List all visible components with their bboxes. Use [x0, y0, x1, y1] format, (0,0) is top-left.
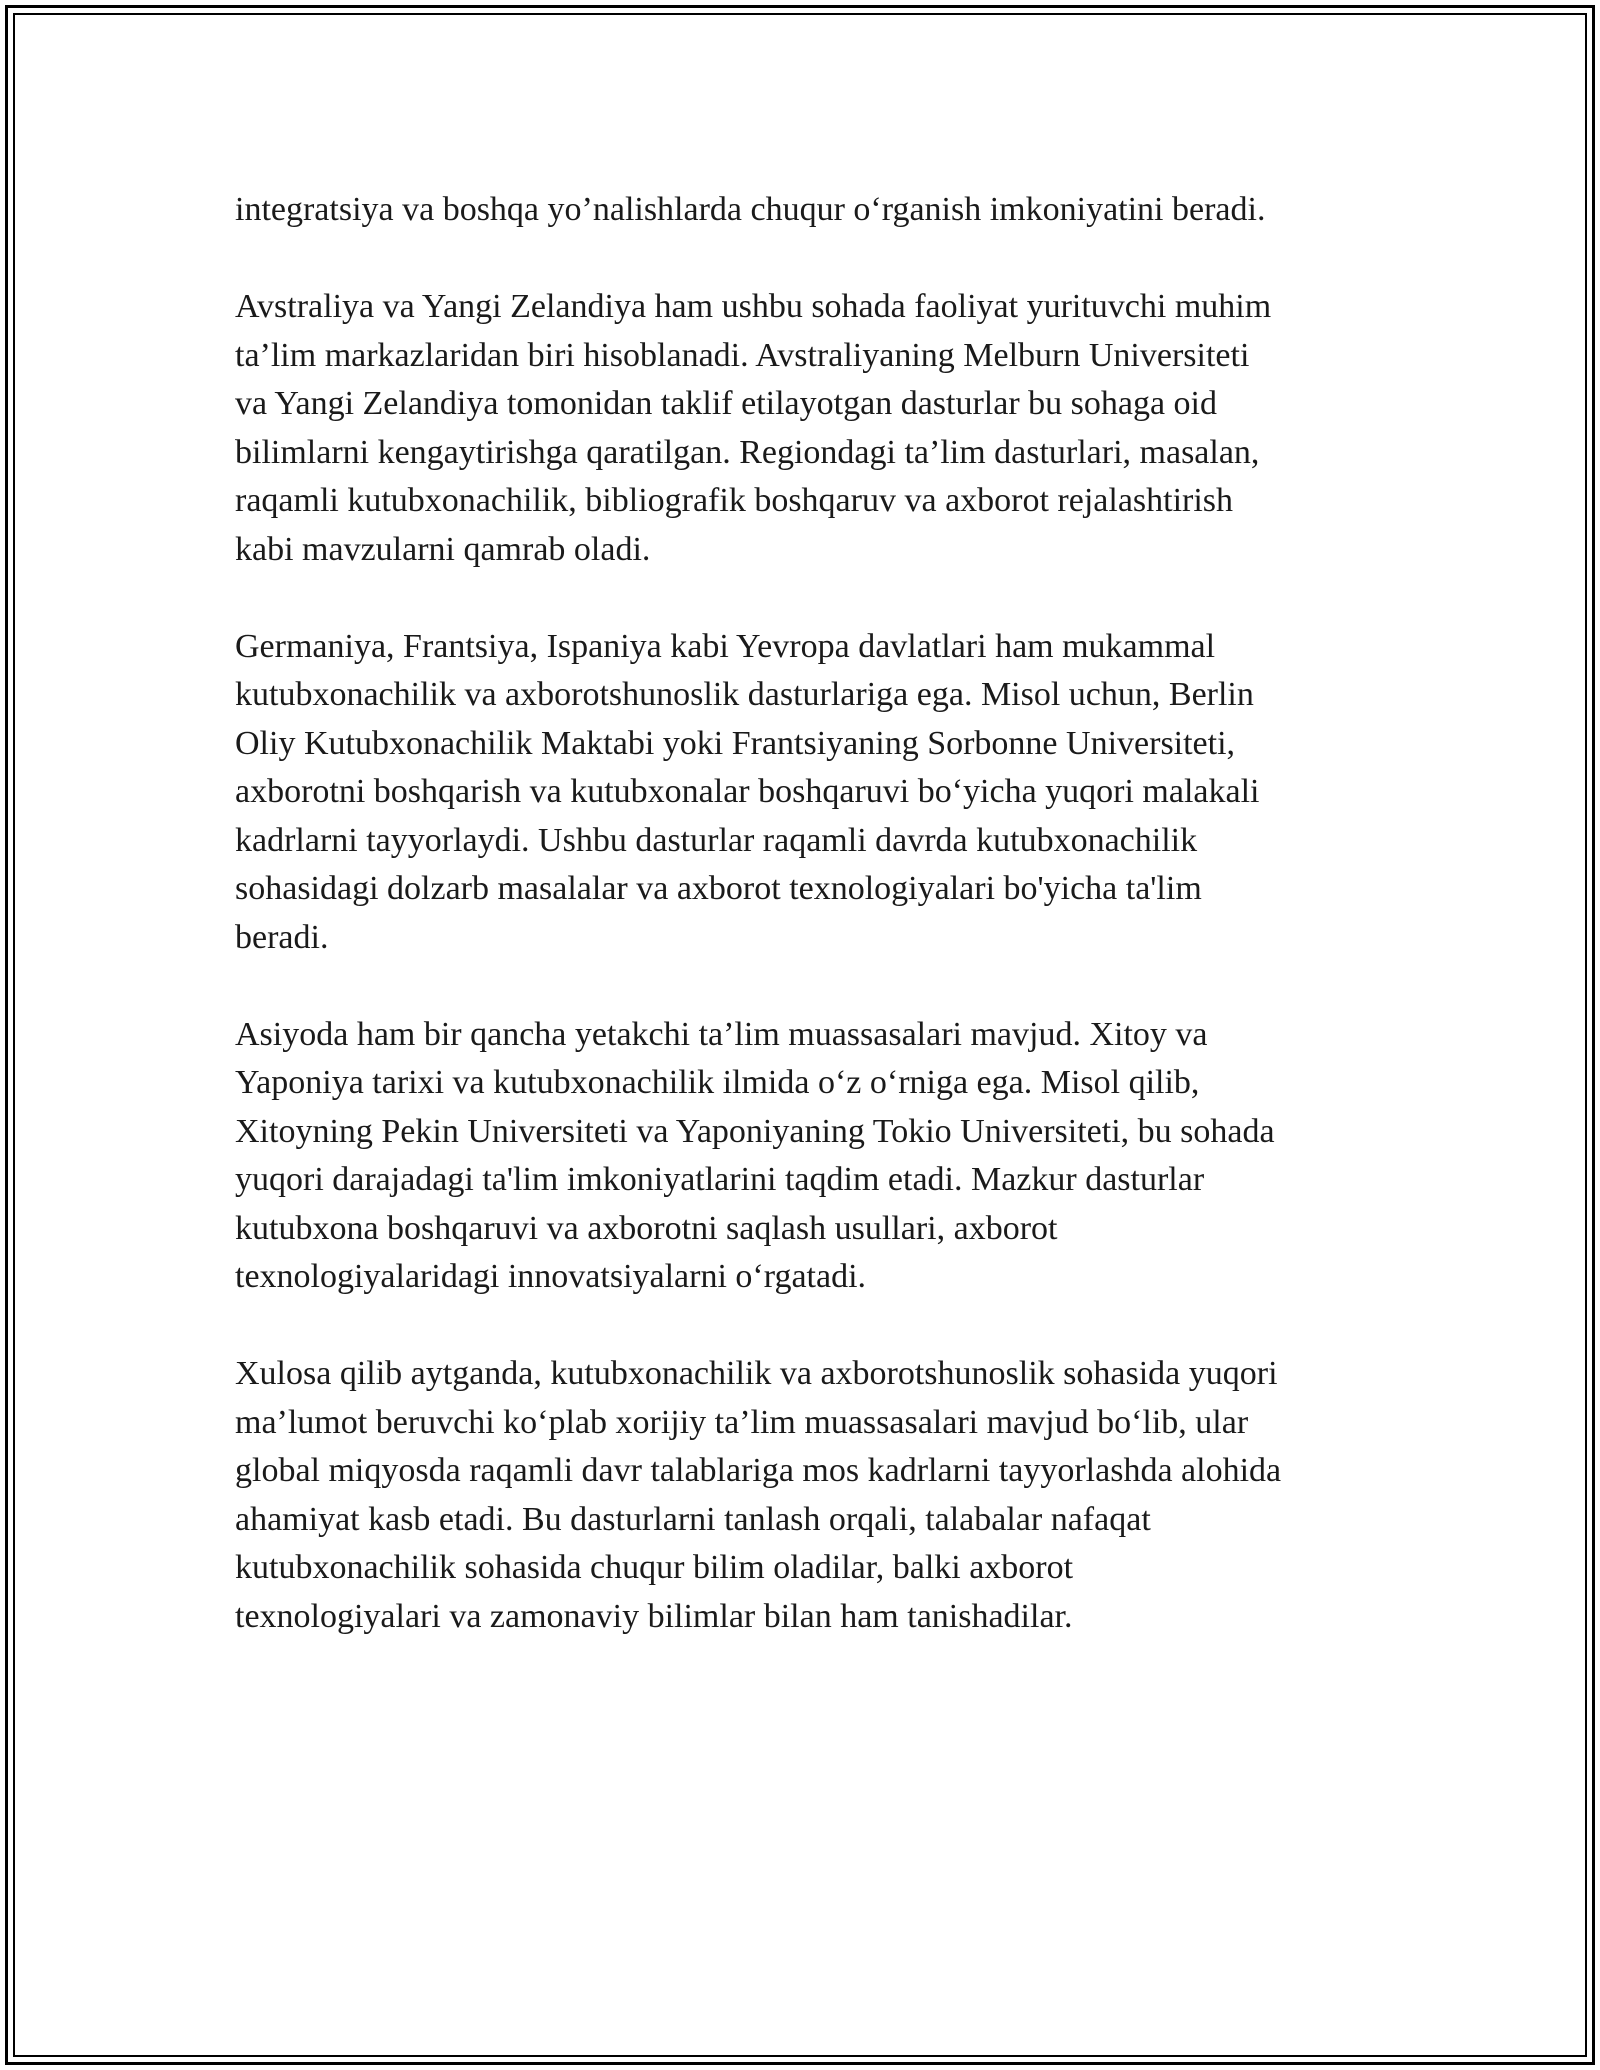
paragraph-continuation: integratsiya va boshqa yo’nalishlarda chuqur o‘rganish imkoniyatini beradi. — [235, 191, 1266, 228]
paragraph-europe: Germaniya, Frantsiya, Ispaniya kabi Yevropa davlatlari ham mukammal kutubxonachilik va axborotshunoslik dasturlariga ega. Misol uchun, Berlin Oliy Kutubxonachilik Maktabi yoki Frantsiyaning Sorbonne Universiteti, axborotni boshqarish va kutubxonalar boshqaruvi bo‘yicha yuqori malakali kadrlarni tayyorlaydi. Ushbu dasturlar raqamli davrda kutubxonachilik sohasidagi dolzarb masalalar va axborot texnologiyalari bo'yicha ta'lim beradi. — [235, 627, 1260, 956]
paragraph-australia-new-zealand: Avstraliya va Yangi Zelandiya ham ushbu sohada faoliyat yurituvchi muhim ta’lim markazlaridan biri hisoblanadi. Avstraliyaning Melburn Universiteti va Yangi Zelandiya tomonidan taklif etilayotgan dasturlar bu sohaga oid bilimlarni kengaytirishga qaratilgan. Regiondagi ta’lim dasturlari, masalan, raqamli kutubxonachilik, bibliografik boshqaruv va axborot rejalashtirish kabi mavzularni qamrab oladi. — [235, 288, 1272, 568]
paragraph-asia: Asiyoda ham bir qancha yetakchi ta’lim muassasalari mavjud. Xitoy va Yaponiya tarixi va kutubxonachilik ilmida o‘z o‘rniga ega. Misol qilib, Xitoyning Pekin Universiteti va Yaponiyaning Tokio Universiteti, bu sohada yuqori darajadagi ta'lim imkoniyatlarini taqdim etadi. Mazkur dasturlar kutubxona boshqaruvi va axborotni saqlash usullari, axborot texnologiyalaridagi innovatsiyalarni o‘rgatadi. — [235, 1015, 1275, 1295]
paragraph-conclusion: Xulosa qilib aytganda, kutubxonachilik va axborotshunoslik sohasida yuqori ma’lumot beruvchi ko‘plab xorijiy ta’lim muassasalari mavjud bo‘lib, ular global miqyosda raqamli davr talablariga mos kadrlarni tayyorlashda alohida ahamiyat kasb etadi. Bu dasturlarni tanlash orqali, talabalar nafaqat kutubxonachilik sohasida chuqur bilim oladilar, balki axborot texnologiyalari va zamonaviy bilimlar bilan ham tanishadilar. — [235, 1355, 1282, 1635]
document-body — [235, 186, 1375, 1690]
